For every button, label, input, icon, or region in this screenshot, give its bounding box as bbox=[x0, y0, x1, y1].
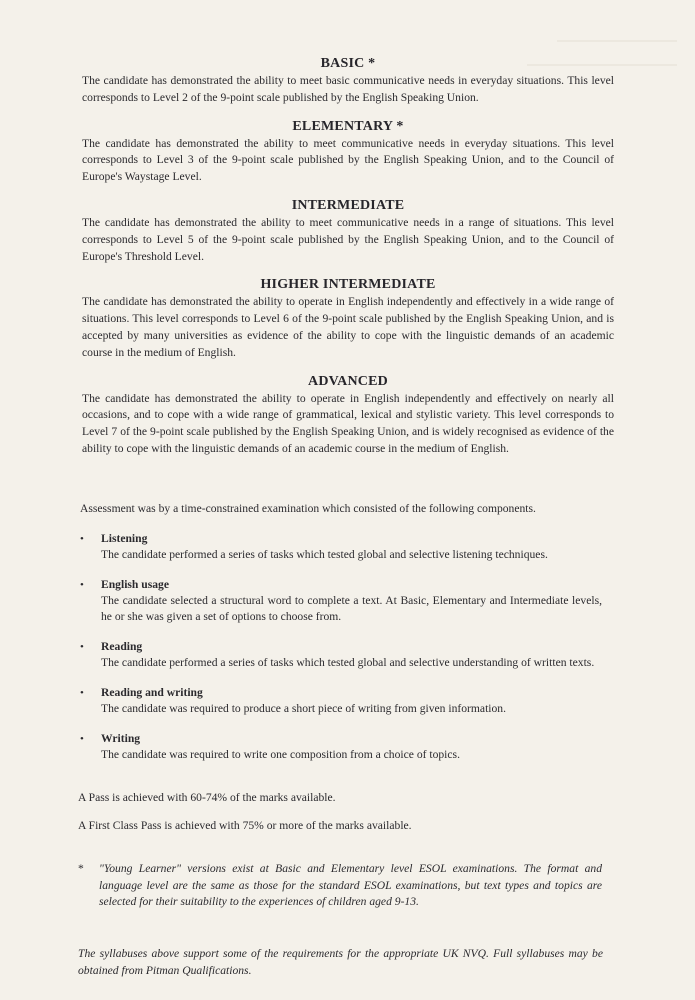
assessment-intro: Assessment was by a time-constrained examination which consisted of the following components. bbox=[80, 502, 536, 515]
level-heading: INTERMEDIATE bbox=[291, 197, 405, 213]
level-heading: ELEMENTARY * bbox=[292, 118, 404, 134]
component-name: Writing bbox=[101, 732, 141, 745]
syllabus-note: The syllabuses above support some of the requirements for the appropriate UK NVQ. Full syllabuses may be obtained from Pitman Qualifications. bbox=[78, 947, 603, 977]
component-description: The candidate was required to produce a short piece of writing from given information. bbox=[101, 702, 507, 715]
bullet-icon: • bbox=[80, 733, 84, 745]
level-description: The candidate has demonstrated the ability to meet basic communicative needs in everyday situations. This level corresponds to Level 2 of the 9-point scale published by the English Speaking Union. bbox=[82, 74, 614, 104]
component-name: Reading and writing bbox=[101, 686, 203, 699]
bullet-icon: • bbox=[80, 533, 84, 545]
level-advanced bbox=[82, 372, 614, 458]
level-heading: ADVANCED bbox=[308, 373, 388, 389]
young-learner-footnote bbox=[78, 861, 602, 911]
level-higher-intermediate bbox=[82, 275, 614, 361]
component-name: English usage bbox=[101, 578, 169, 591]
component-english-usage bbox=[80, 577, 602, 625]
level-description: The candidate has demonstrated the ability to operate in English independently and effectively in a wide range of situations. This level corresponds to Level 6 of the 9-point scale published by the English Speaking Union, and is accepted by many universities as evidence of the ability to cope with the linguistic demands of an academic course in the medium of English. bbox=[82, 295, 614, 359]
component-name: Reading bbox=[101, 640, 143, 653]
level-basic bbox=[82, 54, 614, 107]
level-description: The candidate has demonstrated the ability to meet communicative needs in a range of situations. This level corresponds to Level 5 of the 9-point scale published by the English Speaking Union, and to the Council of Europe's Threshold Level. bbox=[82, 215, 614, 263]
footnote-text: "Young Learner" versions exist at Basic and Elementary level ESOL examinations. The format and language level are the same as those for the standard ESOL examinations, but text types and topics are selected for their suitability to the experiences of children aged 9-13. bbox=[99, 862, 602, 909]
component-name: Listening bbox=[101, 532, 148, 545]
level-elementary bbox=[82, 117, 614, 186]
component-description: The candidate selected a structural word to complete a text. At Basic, Elementary and Intermediate levels, he or she was given a set of options to choose from. bbox=[101, 594, 602, 623]
bullet-icon: • bbox=[80, 641, 84, 653]
component-listening bbox=[80, 531, 602, 563]
level-heading: HIGHER INTERMEDIATE bbox=[260, 277, 436, 293]
level-description: The candidate has demonstrated the ability to operate in English independently and effectively on nearly all occasions, and to cope with a wide range of grammatical, lexical and stylistic variety. This level corresponds to Level 7 of the 9-point scale published by the English Speaking Union, and is widely recognised as evidence of the ability to cope with the linguistic demands of an academic course in the medium of English. bbox=[82, 391, 614, 455]
bullet-icon: • bbox=[80, 687, 84, 699]
level-descriptions bbox=[82, 54, 614, 468]
level-heading: BASIC * bbox=[320, 56, 376, 71]
level-intermediate bbox=[82, 196, 614, 265]
level-description: The candidate has demonstrated the ability to meet communicative needs in everyday situations. This level corresponds to Level 3 of the 9-point scale published by the English Speaking Union, and to the Council of Europe's Waystage Level. bbox=[82, 136, 614, 184]
footnote-marker: * bbox=[78, 862, 84, 875]
component-reading bbox=[80, 639, 602, 671]
assessment-components bbox=[80, 531, 602, 777]
component-writing bbox=[80, 731, 602, 763]
component-description: The candidate performed a series of tasks which tested global and selective listening techniques. bbox=[101, 548, 548, 561]
pass-criterion: A Pass is achieved with 60-74% of the marks available. bbox=[78, 791, 336, 804]
component-description: The candidate was required to write one composition from a choice of topics. bbox=[101, 748, 460, 761]
first-class-pass-criterion: A First Class Pass is achieved with 75% or more of the marks available. bbox=[78, 819, 412, 832]
component-reading-and-writing bbox=[80, 685, 602, 717]
component-description: The candidate performed a series of tasks which tested global and selective understanding of written texts. bbox=[101, 656, 595, 669]
bullet-icon: • bbox=[80, 579, 84, 591]
